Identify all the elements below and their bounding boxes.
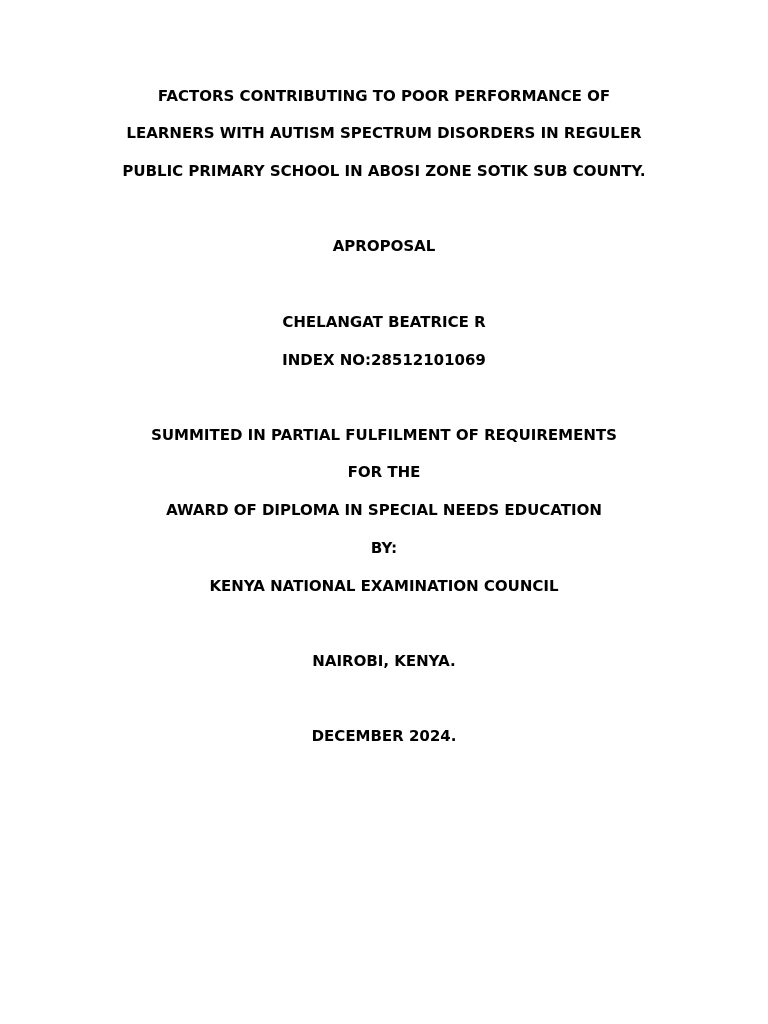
submission-line-1: SUMMITED IN PARTIAL FULFILMENT OF REQUIREMENTS [151, 426, 617, 444]
title-line-1: FACTORS CONTRIBUTING TO POOR PERFORMANCE OF [157, 87, 611, 105]
submission-line-3: AWARD OF DIPLOMA IN SPECIAL NEEDS EDUCATION [166, 501, 602, 519]
location: NAIROBI, KENYA. [312, 652, 456, 670]
document-type: APROPOSAL [332, 237, 436, 255]
title-line-3: PUBLIC PRIMARY SCHOOL IN ABOSI ZONE SOTIK SUB COUNTY. [122, 162, 646, 180]
index-number: INDEX NO:28512101069 [282, 351, 486, 369]
date: DECEMBER 2024. [311, 727, 457, 745]
submission-line-5: KENYA NATIONAL EXAMINATION COUNCIL [209, 577, 559, 595]
submission-line-4: BY: [370, 539, 398, 557]
title-line-2: LEARNERS WITH AUTISM SPECTRUM DISORDERS IN REGULER [126, 124, 642, 142]
submission-line-2: FOR THE [347, 463, 421, 481]
author-name: CHELANGAT BEATRICE R [282, 313, 486, 331]
